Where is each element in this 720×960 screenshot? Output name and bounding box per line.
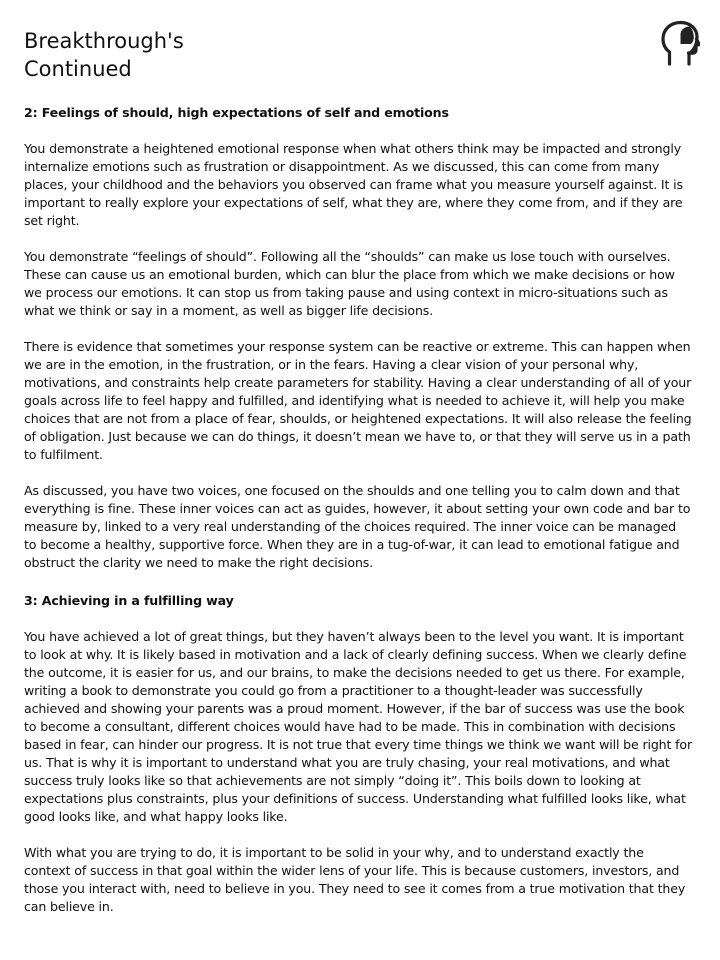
paragraph: You demonstrate “feelings of should”. Following all the “shoulds” can make us lose touch with ourselves. These can cause us an emotional burden, which can blur the place from which we make decisions or how we process our emotions. It can stop us from taking pause and using context in micro-situations such as what we think or say in a moment, as well as bigger life decisions. xyxy=(24,249,675,318)
paragraph: You have achieved a lot of great things, but they haven’t always been to the level you want. It is important to look at why. It is likely based in motivation and a lack of clearly defining success. When we clearly define the outcome, it is easier for us, and our brains, to make the decisions needed to get us there. For example, writing a book to demonstrate you could go from a practitioner to a thought-leader was successfully achieved and showing your parents was a proud moment. However, if the bar of success was use the book to become a consultant, different choices would have had to be made. This in combination with decisions based in fear, can hinder our progress. It is not true that every time things we think we want will be right for us. That is why it is important to understand what you are truly chasing, your real motivations, and what success truly looks like so that achievements are not simply “doing it”. This boils down to looking at expectations plus constraints, plus your definitions of success. Understanding what fulfilled looks like, what good looks like, and what happy looks like. xyxy=(24,629,693,824)
paragraph: You demonstrate a heightened emotional response when what others think may be impacted and strongly internalize emotions such as frustration or disappointment. As we discussed, this can come from many places, your childhood and the behaviors you observed can frame what you measure yourself against. It is important to really explore your expectations of self, what they are, where they come from, and if they are set right. xyxy=(24,141,683,228)
section-heading: 2: Feelings of should, high expectations of self and emotions xyxy=(24,105,449,120)
page-title-line-1: Breakthrough's xyxy=(24,29,184,53)
section-achieving-fulfilling-way xyxy=(24,592,692,916)
head-profile-icon xyxy=(660,20,700,66)
page-title-line-2: Continued xyxy=(24,57,132,81)
paragraph: With what you are trying to do, it is important to be solid in your why, and to understand exactly the context of success in that goal within the wider lens of your life. This is because customers, investors, and those you interact with, need to believe in you. They need to see it comes from a true motivation that they can believe in. xyxy=(24,845,686,914)
paragraph: As discussed, you have two voices, one focused on the shoulds and one telling you to calm down and that everything is fine. These inner voices can act as guides, however, it about setting your own code and bar to measure by, linked to a very real understanding of the choices required. The inner voice can be managed to become a healthy, supportive force. When they are in a tug-of-war, it can lead to emotional fatigue and obstruct the clarity we need to make the right decisions. xyxy=(24,483,691,570)
document-body xyxy=(24,104,692,934)
paragraph: There is evidence that sometimes your response system can be reactive or extreme. This can happen when we are in the emotion, in the frustration, or in the fears. Having a clear vision of your personal why, motivations, and constraints help create parameters for stability. Having a clear understanding of all of your goals across life to feel happy and fulfilled, and identifying what is needed to achieve it, will help you make choices that are not from a place of fear, shoulds, or heightened expectations. It will also release the feeling of obligation. Just because we can do things, it doesn’t mean we have to, or that they will serve us in a path to fulfilment. xyxy=(24,339,692,462)
page-title xyxy=(24,27,184,83)
section-feelings-of-should xyxy=(24,104,692,572)
section-heading: 3: Achieving in a fulfilling way xyxy=(24,593,234,608)
